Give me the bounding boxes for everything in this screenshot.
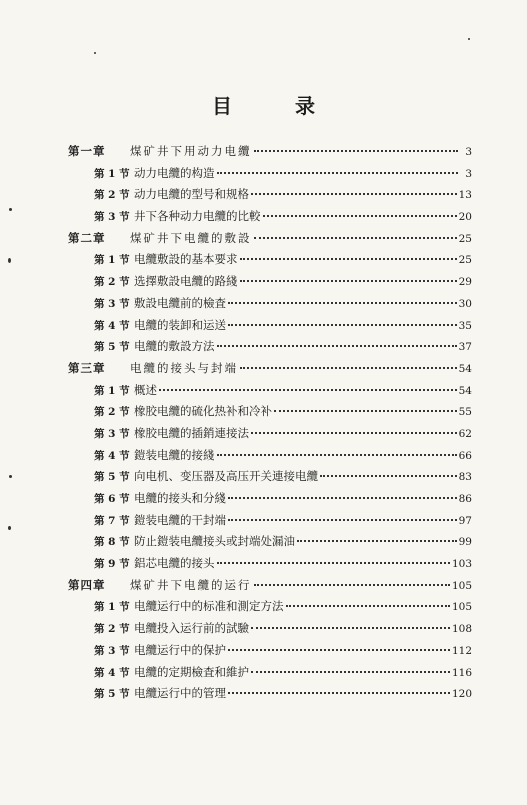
toc-section-entry: [68, 468, 472, 490]
toc-chapter-entry: [68, 360, 472, 382]
section-number: 第 2 节: [94, 276, 130, 289]
section-title: 动力电纜的构造: [134, 165, 215, 180]
section-title: 电纜运行中的保护: [134, 642, 226, 657]
page-number: 99: [458, 536, 472, 549]
toc-section-entry: [68, 317, 472, 339]
toc-section-entry: [68, 382, 472, 404]
page-number: 54: [458, 384, 472, 397]
section-title: 橡胶电纜的硫化热补和冷补: [134, 404, 272, 419]
page-number: 116: [451, 666, 472, 679]
section-number: 第 3 节: [94, 297, 130, 310]
toc-chapter-entry: [68, 143, 472, 165]
dot-leader: [240, 280, 457, 282]
page-title: 目 录: [212, 94, 343, 118]
toc-section-entry: [68, 403, 472, 425]
page-number: 62: [458, 427, 472, 440]
section-number: 第 5 节: [94, 341, 130, 354]
chapter-number: 第二章: [68, 230, 106, 245]
page-number: 3: [465, 146, 472, 158]
toc-section-entry: [68, 338, 472, 360]
chapter-number: 第四章: [68, 577, 106, 592]
section-title: 动力电纜的型号和规格: [134, 187, 249, 202]
toc-section-entry: [68, 664, 472, 686]
page-number: 86: [458, 493, 472, 505]
section-title: 防止鎧装电纜接头或封端处漏油: [134, 534, 295, 549]
section-number: 第 3 节: [94, 644, 130, 657]
dot-leader: [217, 172, 459, 174]
toc-section-entry: [68, 598, 472, 620]
section-number: 第 1 节: [94, 254, 130, 267]
section-number: 第 5 节: [94, 688, 130, 701]
toc-section-entry: [68, 295, 472, 317]
toc-section-entry: [68, 186, 472, 208]
chapter-title: 煤矿井下用动力电纜: [130, 144, 252, 158]
dot-leader: [217, 562, 450, 564]
dot-leader: [251, 193, 457, 195]
section-title: 电纜的装卸和运送: [134, 317, 226, 332]
section-number: 第 2 节: [94, 623, 130, 636]
page-number: 3: [465, 167, 472, 180]
page-number: 13: [458, 189, 472, 202]
dot-leader: [159, 389, 457, 391]
dot-leader: [228, 497, 457, 499]
page-number: 35: [458, 319, 472, 332]
dot-leader: [297, 540, 457, 542]
toc-chapter-entry: [68, 577, 472, 599]
section-title: 电纜的接头和分綫: [134, 491, 226, 505]
toc-section-entry: [68, 425, 472, 447]
section-number: 第 1 节: [94, 384, 130, 397]
page-number: 30: [458, 297, 472, 310]
toc-section-entry: [68, 447, 472, 469]
section-title: 电纜投入运行前的試驗: [134, 621, 249, 636]
table-of-contents: [68, 143, 472, 707]
page-number: 37: [458, 341, 472, 354]
toc-section-entry: [68, 208, 472, 230]
section-title: 井下各种动力电纜的比較: [134, 209, 261, 224]
dot-leader: [228, 649, 450, 651]
section-number: 第 9 节: [94, 558, 130, 571]
scan-speck: [8, 526, 11, 530]
toc-section-entry: [68, 165, 472, 187]
section-number: 第 1 节: [94, 167, 130, 180]
section-number: 第 7 节: [94, 514, 130, 527]
page-number: 29: [458, 276, 472, 289]
page-number: 83: [458, 471, 472, 484]
page-number: 25: [458, 232, 472, 245]
page-number: 20: [458, 211, 472, 224]
dot-leader: [217, 345, 457, 347]
section-title: 概述: [134, 382, 157, 397]
section-number: 第 4 节: [94, 666, 130, 679]
dot-leader: [286, 605, 450, 607]
page-number: 97: [458, 514, 472, 527]
chapter-number: 第三章: [68, 360, 106, 375]
scan-speck: [8, 258, 11, 263]
toc-section-entry: [68, 555, 472, 577]
page-number: 105: [451, 579, 472, 592]
section-number: 第 8 节: [94, 536, 130, 549]
dot-leader: [228, 692, 450, 694]
dot-leader: [217, 454, 457, 456]
toc-section-entry: [68, 512, 472, 534]
dot-leader: [240, 367, 457, 369]
section-number: 第 4 节: [94, 449, 130, 462]
toc-section-entry: [68, 642, 472, 664]
section-number: 第 2 节: [94, 406, 130, 419]
page-number: 105: [451, 601, 472, 614]
dot-leader: [251, 627, 450, 629]
chapter-title: 煤矿井下电纜的敷設: [130, 230, 252, 245]
toc-section-entry: [68, 490, 472, 512]
page-number: 112: [451, 644, 472, 657]
section-number: 第 5 节: [94, 471, 130, 484]
chapter-title: 煤矿井下电纜的运行: [130, 577, 252, 592]
section-title: 鋁芯电纜的接头: [134, 556, 215, 571]
page-number: 25: [458, 254, 472, 267]
section-title: 电纜运行中的管理: [134, 686, 226, 701]
section-number: 第 4 节: [94, 319, 130, 332]
page-number: 54: [458, 362, 472, 375]
page-number: 103: [451, 558, 472, 571]
dot-leader: [228, 324, 457, 326]
dot-leader: [240, 258, 457, 260]
toc-section-entry: [68, 685, 472, 707]
section-title: 电纜的定期檢査和維护: [134, 664, 249, 679]
chapter-number: 第一章: [68, 144, 106, 158]
section-title: 鎧装电纜的接綫: [134, 447, 215, 462]
section-number: 第 6 节: [94, 493, 130, 505]
dot-leader: [254, 237, 457, 239]
section-title: 电纜敷設的基本要求: [134, 252, 238, 267]
dot-leader: [320, 475, 457, 477]
dot-leader: [254, 150, 459, 152]
scan-speck: [94, 52, 96, 54]
dot-leader: [251, 671, 450, 673]
toc-chapter-entry: [68, 230, 472, 252]
dot-leader: [251, 432, 457, 434]
chapter-title: 电纜的接头与封端: [130, 360, 238, 375]
dot-leader: [274, 410, 457, 412]
dot-leader: [254, 584, 450, 586]
section-title: 向电机、变压器及高压开关連接电纜: [134, 469, 318, 484]
page-number: 66: [458, 449, 472, 462]
section-title: 橡胶电纜的插銷連接法: [134, 425, 249, 440]
toc-section-entry: [68, 620, 472, 642]
scan-speck: [9, 475, 12, 478]
toc-section-entry: [68, 273, 472, 295]
scan-speck: [468, 38, 470, 40]
section-title: 电纜运行中的标准和測定方法: [134, 599, 284, 614]
section-number: 第 2 节: [94, 189, 130, 202]
dot-leader: [228, 302, 457, 304]
dot-leader: [263, 215, 457, 217]
scan-speck: [9, 208, 12, 211]
section-title: 敷設电纜前的檢査: [134, 295, 226, 310]
toc-section-entry: [68, 251, 472, 273]
section-title: 选擇敷設电纜的路綫: [134, 274, 238, 289]
section-title: 鎧装电纜的干封端: [134, 512, 226, 527]
section-number: 第 3 节: [94, 211, 130, 224]
section-number: 第 3 节: [94, 427, 130, 440]
toc-section-entry: [68, 533, 472, 555]
page-number: 108: [451, 623, 472, 636]
page-number: 55: [458, 406, 472, 419]
section-title: 电纜的敷設方法: [134, 339, 215, 354]
section-number: 第 1 节: [94, 601, 130, 614]
page-number: 120: [451, 688, 472, 701]
dot-leader: [228, 519, 457, 521]
